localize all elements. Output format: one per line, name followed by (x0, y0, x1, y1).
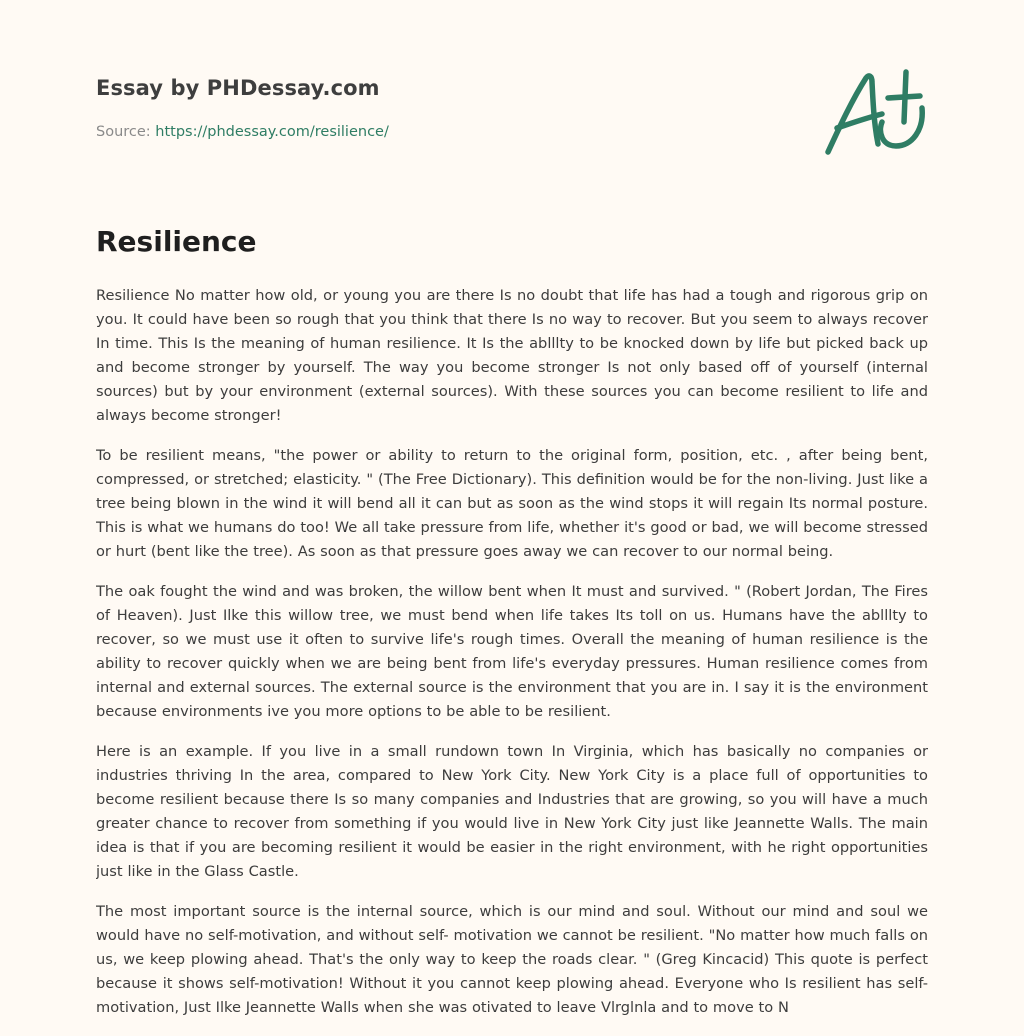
essay-paragraph: The oak fought the wind and was broken, the willow bent when It must and survived. " (Robert Jordan, The Fires of Heaven). Just Ilke this willow tree, we must bend when life takes Its toll on us. Humans have the ablllty to recover, so we must use it often to survive life's rough times. Overall the meaning of human resilience is the ability to recover quickly when we are being bent from life's everyday pressures. Human resilience comes from internal and external sources. The external source is the environment that you are in. I say it is the environment because environments ive you more options to be able to be resilient. (96, 583, 928, 720)
page-header (96, 76, 928, 166)
essay-paragraph: Here is an example. If you live in a small rundown town In Virginia, which has basically no companies or industries thriving In the area, compared to New York City. New York City is a place full of opportunities to become resilient because there Is so many companies and Industries that are growing, so you will have a much greater chance to recover from something if you would live in New York City just like Jeannette Walls. The main idea is that if you are becoming resilient it would be easier in the right environment, with he right opportunities just like in the Glass Castle. (96, 743, 928, 880)
source-label: Source: (96, 124, 156, 140)
source-line (96, 124, 389, 140)
a-plus-logo-icon (822, 68, 928, 166)
essay-body (96, 284, 928, 1036)
essay-paragraph: Resilience No matter how old, or young you are there Is no doubt that life has had a tough and rigorous grip on you. It could have been so rough that you think that there Is no way to recover. But you seem to always recover In time. This Is the meaning of human resilience. It Is the ablllty to be knocked down by life but picked back up and become stronger by yourself. The way you become stronger Is not only based off of yourself (internal sources) but by your environment (external sources). With these sources you can become resilient to life and always become stronger! (96, 287, 928, 424)
site-title: Essay by PHDessay.com (96, 76, 380, 100)
essay-paragraph: The most important source is the internal source, which is our mind and soul. Without our mind and soul we would have no self-motivation, and without self- motivation we cannot be resilient. "No matter how much falls on us, we keep plowing ahead. That's the only way to keep the roads clear. " (Greg Kincacid) This quote is perfect because it shows self-motivation! Without it you cannot keep plowing ahead. Everyone who Is resilient has self-motivation, Just Ilke Jeannette Walls when she was otivated to leave Vlrglnla and to move to N (96, 903, 928, 1016)
essay-paragraph: To be resilient means, "the power or ability to return to the original form, position, etc. , after being bent, compressed, or stretched; elasticity. " (The Free Dictionary). This definition would be for the non-living. Just like a tree being blown in the wind it will bend all it can but as soon as the wind stops it will regain Its normal posture. This is what we humans do too! We all take pressure from life, whether it's good or bad, we will become stressed or hurt (bent like the tree). As soon as that pressure goes away we can recover to our normal being. (96, 447, 928, 560)
essay-title: Resilience (96, 225, 257, 258)
source-link[interactable]: https://phdessay.com/resilience/ (155, 124, 389, 140)
